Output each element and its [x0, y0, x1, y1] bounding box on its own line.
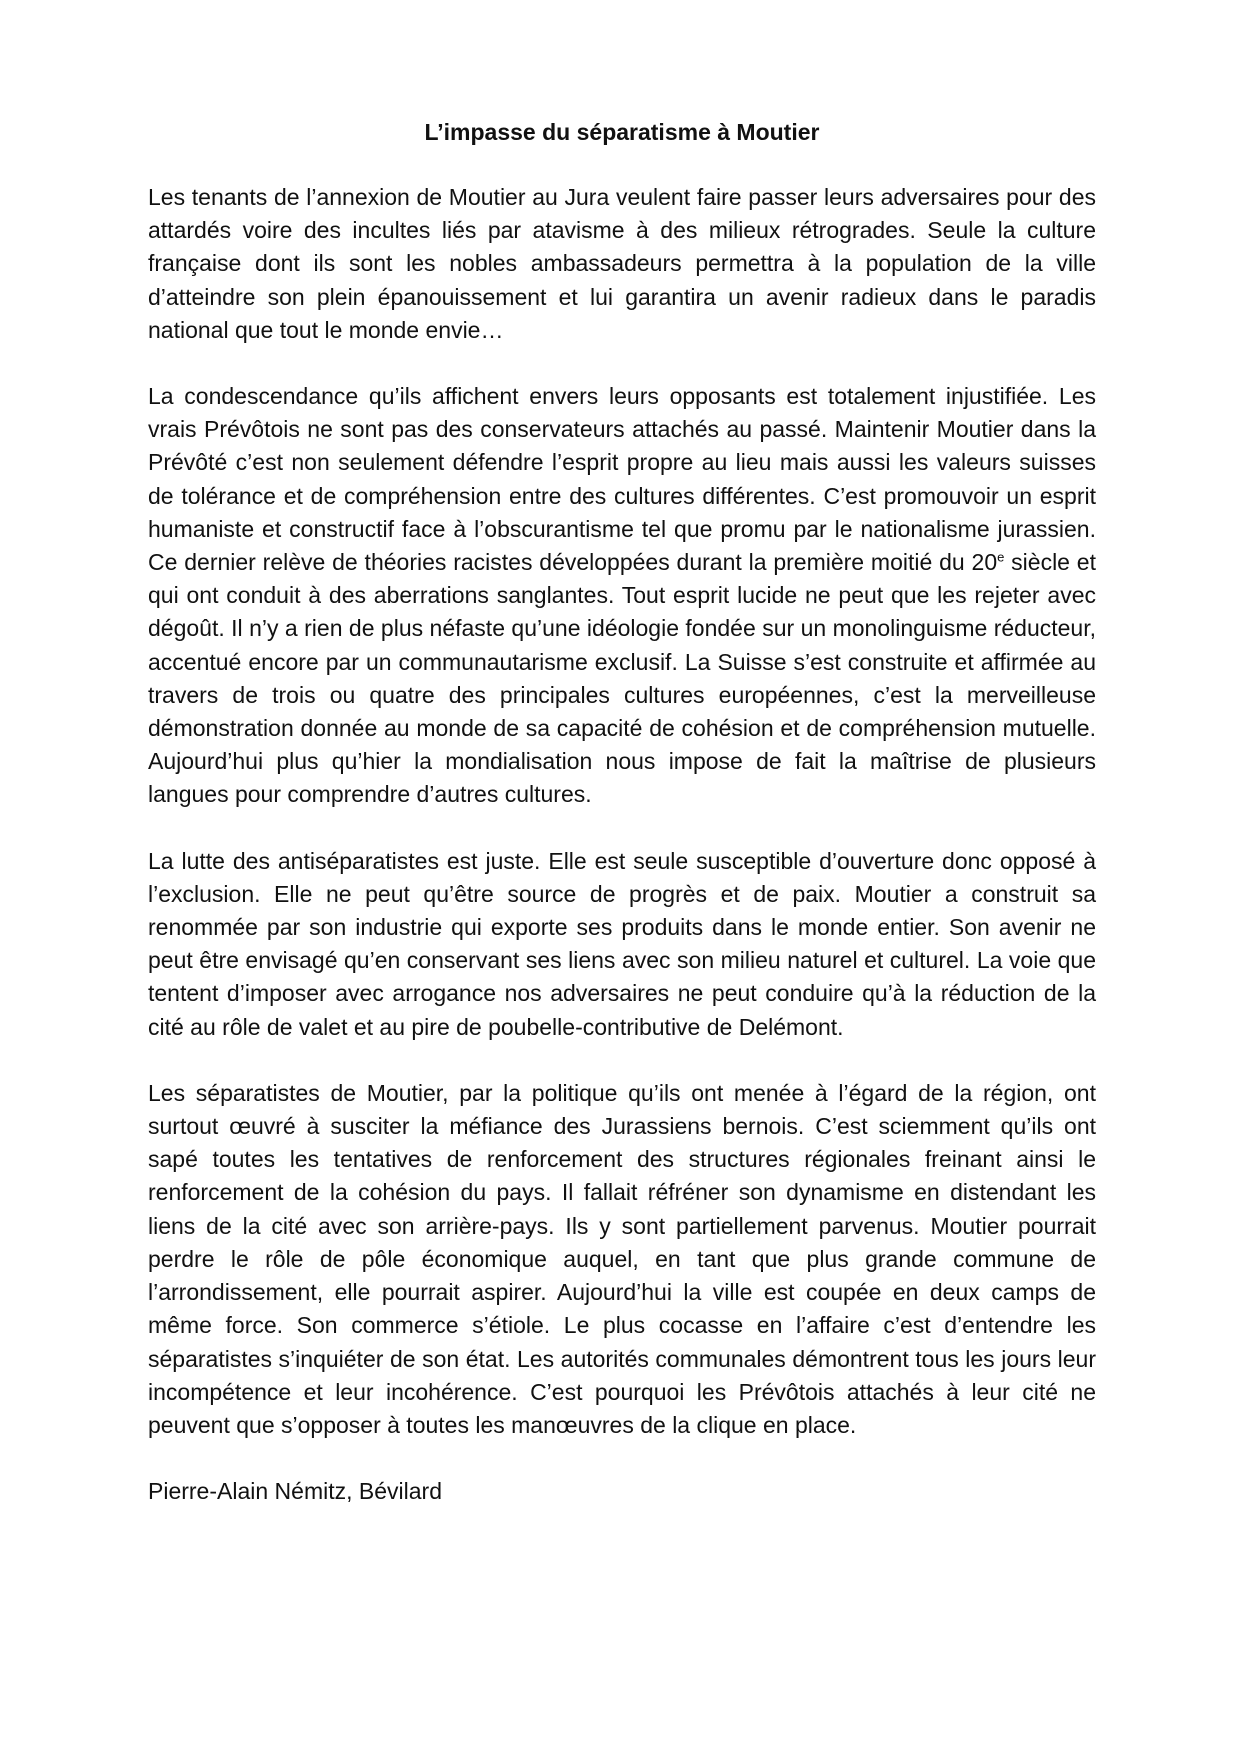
paragraph-2 [148, 380, 1096, 812]
document-title: L’impasse du séparatisme à Moutier [424, 119, 820, 145]
paragraph-4: Les séparatistes de Moutier, par la politique qu’ils ont menée à l’égard de la région, ont surtout œuvré à susciter la méfiance des Jurassiens bernois. C’est sciemment qu’ils ont sapé toutes les tentatives de renforcement des structures régionales freinant ainsi le renforcement de la cohésion du pays. Il fallait réfréner son dynamisme en distendant les liens de la cité avec son arrière-pays. Ils y sont partiellement parvenus. Moutier pourrait perdre le rôle de pôle économique auquel, en tant que plus grande commune de l’arrondissement, elle pourrait aspirer. Aujourd’hui la ville est coupée en deux camps de même force. Son commerce s’étiole. Le plus cocasse en l’affaire c’est d’entendre les séparatistes s’inquiéter de son état. Les autorités communales démontrent tous les jours leur incompétence et leur incohérence. C’est pourquoi les Prévôtois attachés à leur cité ne peuvent que s’opposer à toutes les manœuvres de la clique en place. [148, 1079, 1096, 1438]
paragraph-2-part-2: siècle et qui ont conduit à des aberrations sanglantes. Tout esprit lucide ne peut que les rejeter avec dégoût. Il n’y a rien de plus néfaste qu’une idéologie fondée sur un monolinguisme réducteur, accentué encore par un communautarisme exclusif. La Suisse s’est construite et affirmée au travers de trois ou quatre des principales cultures européennes, c’est la merveilleuse démonstration donnée au monde de sa capacité de cohésion et de compréhension mutuelle. Aujourd’hui plus qu’hier la mondialisation nous impose de fait la maîtrise de plusieurs langues pour comprendre d’autres cultures. [148, 549, 1096, 808]
paragraph-1: Les tenants de l’annexion de Moutier au Jura veulent faire passer leurs adversaires pour des attardés voire des incultes liés par atavisme à des milieux rétrogrades. Seule la culture française dont ils sont les nobles ambassadeurs permettra à la population de la ville d’atteindre son plein épanouissement et lui garantira un avenir radieux dans le paradis national que tout le monde envie… [148, 184, 1096, 343]
signature: Pierre-Alain Némitz, Bévilard [148, 1478, 442, 1505]
century-superscript: e [997, 549, 1005, 565]
document-page [148, 116, 1096, 1508]
paragraph-2-part-1: La condescendance qu’ils affichent envers leurs opposants est totalement injustifiée. Les vrais Prévôtois ne sont pas des conservateurs attachés au passé. Maintenir Moutier dans la Prévôté c’est non seulement défendre l’esprit propre au lieu mais aussi les valeurs suisses de tolérance et de compréhension entre des cultures différentes. C’est promouvoir un esprit humaniste et constructif face à l’obscurantisme tel que promu par le nationalisme jurassien. Ce dernier relève de théories racistes développées durant la première moitié du 20 [148, 383, 1096, 576]
paragraph-3: La lutte des antiséparatistes est juste. Elle est seule susceptible d’ouverture donc opposé à l’exclusion. Elle ne peut qu’être source de progrès et de paix. Moutier a construit sa renommée par son industrie qui exporte ses produits dans le monde entier. Son avenir ne peut être envisagé qu’en conservant ses liens avec son milieu naturel et culturel. La voie que tentent d’imposer avec arrogance nos adversaires ne peut conduire qu’à la réduction de la cité au rôle de valet et au pire de poubelle-contributive de Delémont. [148, 847, 1096, 1040]
